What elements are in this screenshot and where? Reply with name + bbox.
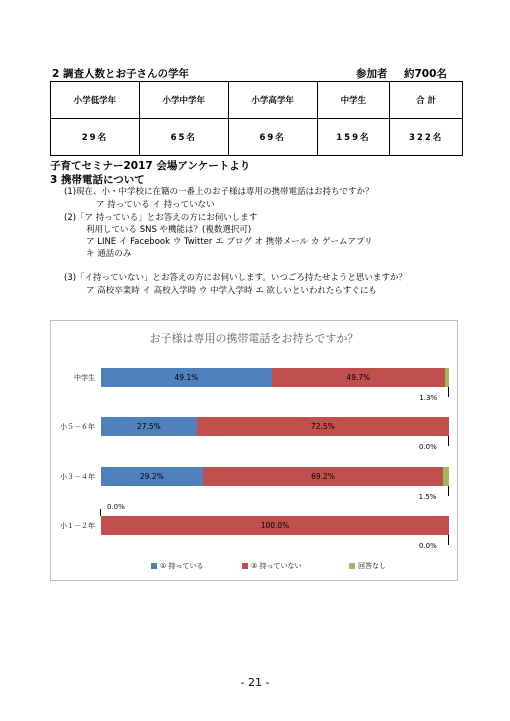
leader-line: [448, 387, 449, 397]
table-header: 小学高学年: [228, 82, 317, 119]
question-2-options-1: ア LINE イ Facebook ウ Twitter エ ブログ オ 携帯メール カ ゲームアプリ: [86, 237, 373, 247]
category-label: 小５－６年: [60, 423, 95, 431]
legend-label: ① 持っている: [160, 562, 204, 570]
data-label: 1.3%: [419, 394, 438, 402]
table-header: 小学中学年: [139, 82, 228, 119]
data-label: 1.5%: [418, 493, 437, 501]
question-1: (1)現在、小・中学校に在籍の一番上のお子様は専用の携帯電話はお持ちですか？: [64, 187, 374, 197]
data-label: 0.0%: [419, 443, 437, 451]
section3-title: 3 携帯電話について: [50, 174, 145, 186]
question-2-sub: 利用している SNS や機能は？(複数選択可): [86, 225, 252, 235]
data-label: 72.5%: [310, 422, 335, 431]
legend-swatch: [151, 563, 157, 569]
table-header: 小学低学年: [51, 82, 140, 119]
leader-line: [100, 509, 101, 516]
category-label: 小１－２年: [60, 522, 95, 530]
data-label: 0.0%: [419, 542, 437, 550]
bar-segment: [445, 368, 450, 387]
table-cell: 69名: [228, 119, 317, 156]
data-label: 29.2%: [139, 472, 164, 481]
participants-value: 約700名: [404, 68, 447, 80]
table-cell: 29名: [51, 119, 140, 156]
legend-swatch: [349, 563, 355, 569]
page-number: - 21 -: [240, 676, 270, 689]
legend-label: 回答なし: [358, 562, 386, 570]
survey-heading: 子育てセミナー2017 会場アンケートより: [50, 160, 251, 172]
leader-line: [448, 486, 449, 496]
leader-line: [448, 436, 449, 446]
category-label: 中学生: [74, 374, 95, 382]
question-3-options: ア 高校卒業時 イ 高校入学時 ウ 中学入学時 エ 欲しいといわれたらすぐにも: [86, 286, 377, 296]
participants-label: 参加者: [356, 68, 388, 80]
question-2: (2)「ア 持っている」とお答えの方にお伺いします: [64, 213, 258, 223]
question-3: (3)「イ持っていない」とお答えの方にお伺いします。いつごろ持たせようと思いますか？: [64, 273, 407, 283]
data-label: 69.2%: [311, 472, 335, 481]
leader-line: [448, 535, 449, 545]
legend-swatch: [242, 563, 248, 569]
data-label: 100.0%: [260, 521, 290, 530]
table-header: 中学生: [317, 82, 390, 119]
category-label: 小３－４年: [60, 473, 95, 481]
chart-title: お子様は専用の携帯電話をお持ちですか？: [149, 332, 359, 345]
grade-count-table: [50, 81, 463, 156]
data-label: 0.0%: [107, 503, 125, 511]
phone-ownership-chart: [50, 320, 458, 581]
data-label: 27.5%: [136, 422, 161, 431]
legend-item: [349, 561, 386, 571]
question-2-options-2: キ 通話のみ: [86, 249, 132, 259]
table-cell: 322名: [390, 119, 463, 156]
section2-title: 2 調査人数とお子さんの学年: [52, 68, 189, 80]
table-cell: 65名: [139, 119, 228, 156]
legend-item: [242, 561, 302, 571]
data-label: 49.7%: [346, 373, 371, 382]
data-label: 49.1%: [174, 373, 199, 382]
legend-label: ② 持っていない: [251, 562, 302, 570]
table-header: 合 計: [390, 82, 463, 119]
table-cell: 159名: [317, 119, 390, 156]
bar-segment: [443, 467, 448, 486]
question-1-options: ア 持っている イ 持っていない: [96, 200, 215, 210]
legend-item: [151, 561, 204, 571]
